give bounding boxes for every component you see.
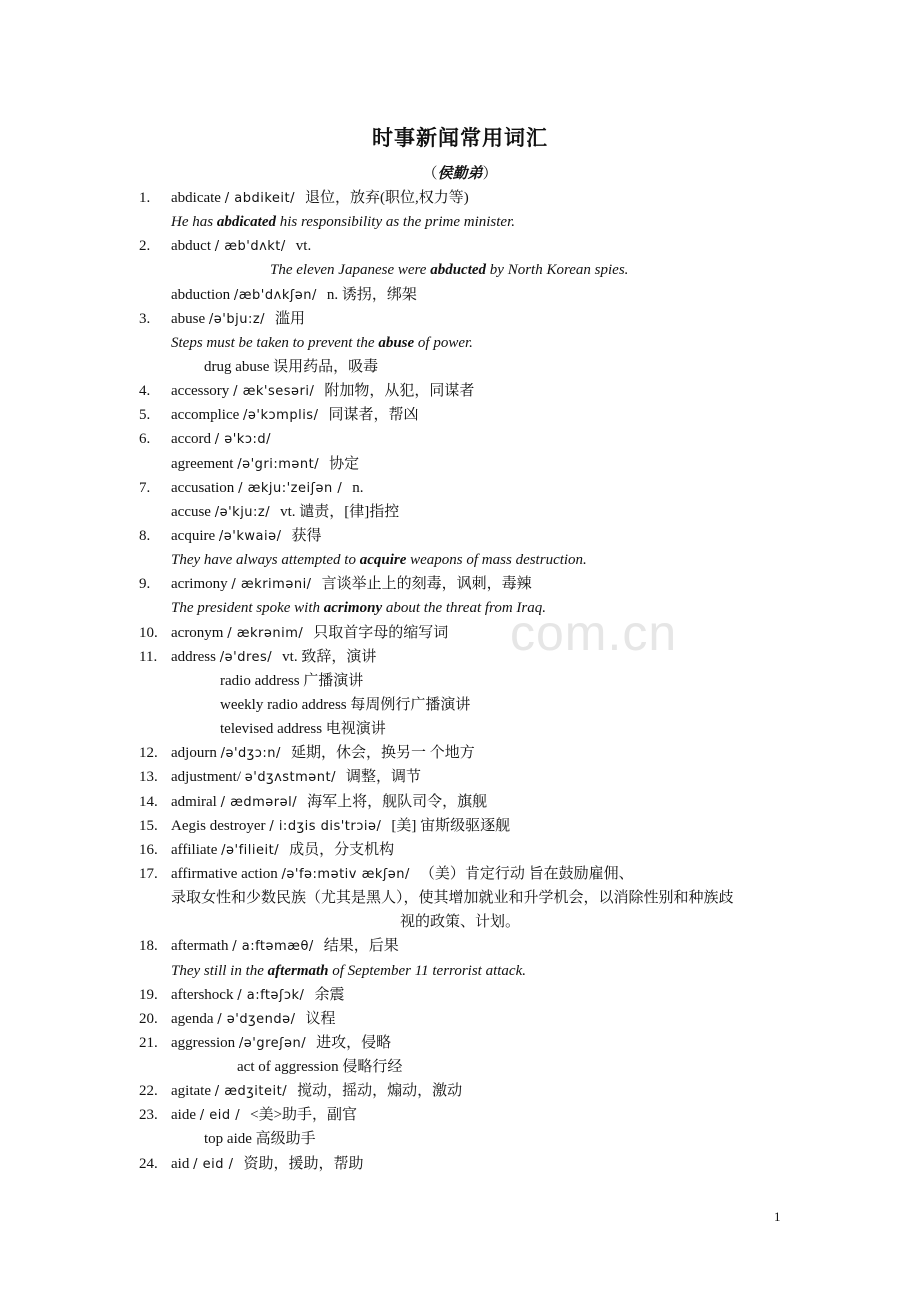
entry-phonetic: /ə'kwaiə/ xyxy=(218,528,282,544)
entry-word: abdicate xyxy=(171,190,221,206)
entry-word: accord xyxy=(171,431,211,448)
entry-gloss: 只取首字母的缩写词 xyxy=(313,624,449,641)
list-item xyxy=(0,934,920,958)
entry-number: 1. xyxy=(139,190,151,206)
entry-text xyxy=(171,452,359,477)
list-item xyxy=(0,1127,920,1151)
entry-word: adjustment/ xyxy=(171,769,241,786)
entry-word: aide xyxy=(171,1107,196,1124)
list-item xyxy=(0,234,920,258)
example-before: He has xyxy=(171,214,217,231)
entry-number: 12. xyxy=(139,745,158,762)
entry-gloss: vt. xyxy=(295,238,312,255)
list-item xyxy=(0,959,920,983)
list-item xyxy=(0,741,920,765)
entry-word: abduction xyxy=(171,286,231,303)
entry-word: abduct xyxy=(171,238,211,255)
entry-word: accusation xyxy=(171,479,235,496)
entry-text xyxy=(171,572,532,597)
entry-word: aid xyxy=(171,1155,190,1172)
list-item xyxy=(0,210,920,234)
list-item xyxy=(0,307,920,331)
entry-number: 18. xyxy=(139,938,158,955)
entry-word: acrimony xyxy=(171,576,228,593)
list-item xyxy=(0,910,920,934)
entry-phonetic: / a:ftəʃɔk/ xyxy=(237,987,305,1003)
entry-gloss: [美] 宙斯级驱逐舰 xyxy=(391,817,511,834)
entry-phonetic: /ə'fə:mətiv ækʃən/ xyxy=(281,866,410,882)
entry-gloss: 延期，休会，换另一 个地方 xyxy=(290,745,475,762)
list-item xyxy=(0,500,920,524)
entry-number: 15. xyxy=(139,817,158,834)
entry-phonetic: / eid / xyxy=(199,1108,241,1124)
entry-number: 3. xyxy=(139,310,151,327)
example-before: The eleven Japanese were xyxy=(270,262,431,279)
list-item xyxy=(0,524,920,548)
entry-gloss: n. xyxy=(352,479,364,496)
entry-text xyxy=(171,1031,391,1056)
list-item xyxy=(0,1031,920,1055)
entry-continuation: 视的政策、计划。 xyxy=(399,914,520,931)
entry-text xyxy=(171,524,321,549)
entry-text xyxy=(171,186,469,211)
entry-phonetic: /ə'greʃən/ xyxy=(238,1035,307,1051)
entry-text xyxy=(171,765,421,790)
entry-continuation: 录取女性和少数民族（尤其是黑人），使其增加就业和升学机会，以消除性别和种族歧 xyxy=(171,890,734,907)
entry-word: aggression xyxy=(171,1034,236,1051)
entry-gloss: 同谋者，帮凶 xyxy=(328,407,419,424)
entry-text xyxy=(171,1007,335,1032)
entry-text xyxy=(171,476,363,501)
example-keyword: abducted xyxy=(430,262,487,279)
list-item xyxy=(0,572,920,596)
entry-text xyxy=(171,645,376,670)
entry-text xyxy=(171,934,399,959)
entry-phonetic: / æb'dʌkt/ xyxy=(214,239,286,255)
entry-text xyxy=(171,838,394,863)
entry-phonetic: /ə'kju:z/ xyxy=(214,504,271,520)
list-item xyxy=(0,765,920,789)
entry-phonetic: / ə'dʒendə/ xyxy=(217,1011,296,1027)
list-item xyxy=(0,814,920,838)
entry-phonetic: / a:ftəmæθ/ xyxy=(232,939,314,955)
entry-word: admiral xyxy=(171,793,217,810)
list-item xyxy=(0,476,920,500)
entry-gloss: 成员，分支机构 xyxy=(289,841,395,858)
entry-text xyxy=(171,983,344,1008)
page-title: 时事新闻常用词汇 xyxy=(372,126,548,150)
example-before: They still in the xyxy=(171,962,268,979)
entry-phonetic: /ə'kɔmplis/ xyxy=(243,408,319,424)
entry-gloss: vt. 谴责，[律]指控 xyxy=(280,503,400,520)
entry-word: abuse xyxy=(171,310,206,327)
entry-number: 8. xyxy=(139,527,151,544)
entry-phonetic: / ækju:'zeiʃən / xyxy=(238,480,343,496)
entry-phonetic: / i:dʒis dis'trɔiə/ xyxy=(269,818,382,834)
example-after: weapons of mass destruction. xyxy=(406,552,587,569)
entry-phonetic: / æk'sesəri/ xyxy=(233,384,315,400)
entry-gloss: vt. 致辞，演讲 xyxy=(282,648,377,665)
entry-number: 6. xyxy=(139,431,151,448)
entry-gloss: 获得 xyxy=(291,527,322,544)
list-item xyxy=(0,983,920,1007)
list-item xyxy=(0,790,920,814)
entry-word: accomplice xyxy=(171,407,240,424)
entry-phonetic: / ækriməni/ xyxy=(231,577,312,593)
vocabulary-list xyxy=(0,186,920,1176)
entry-number: 21. xyxy=(139,1034,158,1051)
entry-gloss: 协定 xyxy=(329,455,360,472)
sub-entry: radio address 广播演讲 xyxy=(220,672,364,689)
example-before: The president spoke with xyxy=(171,600,324,617)
entry-phonetic: /ə'filieit/ xyxy=(221,842,280,858)
list-item xyxy=(0,403,920,427)
list-item xyxy=(0,838,920,862)
entry-gloss: <美>助手，副官 xyxy=(250,1107,358,1124)
list-item xyxy=(0,886,920,910)
example-after: by North Korean spies. xyxy=(486,262,629,279)
entry-word: agreement xyxy=(171,455,234,472)
entry-word: affiliate xyxy=(171,841,218,858)
list-item xyxy=(0,645,920,669)
entry-number: 10. xyxy=(139,624,158,641)
entry-word: aftermath xyxy=(171,938,229,955)
example-sentence xyxy=(171,331,473,355)
list-item xyxy=(0,379,920,403)
entry-number: 11. xyxy=(139,648,158,665)
list-item xyxy=(0,1079,920,1103)
entry-phonetic: / ædmərəl/ xyxy=(220,794,298,810)
entry-word: accuse xyxy=(171,503,211,520)
list-item xyxy=(0,596,920,620)
example-after: of September 11 terrorist attack. xyxy=(328,962,526,979)
entry-text xyxy=(171,814,510,839)
entry-number: 22. xyxy=(139,1083,158,1100)
entry-gloss: 余震 xyxy=(314,986,345,1003)
entry-word: adjourn xyxy=(171,745,217,762)
example-after: his responsibility as the prime minister. xyxy=(275,214,516,231)
author-line: （侯勤弟） xyxy=(422,166,498,182)
entry-gloss: 进攻，侵略 xyxy=(316,1034,392,1051)
entry-phonetic: ə'dʒʌstmənt/ xyxy=(244,770,337,786)
list-item xyxy=(0,452,920,476)
entry-text xyxy=(171,1103,357,1128)
entry-word: agenda xyxy=(171,1010,214,1027)
example-before: They have always attempted to xyxy=(171,552,360,569)
entry-number: 20. xyxy=(139,1010,158,1027)
list-item xyxy=(0,862,920,886)
example-sentence xyxy=(171,210,515,234)
page-number: 1 xyxy=(774,1209,781,1224)
entry-phonetic: / ə'kɔ:d/ xyxy=(214,432,271,448)
example-keyword: abuse xyxy=(378,334,415,351)
example-before: Steps must be taken to prevent the xyxy=(171,334,379,351)
entry-text xyxy=(171,1152,363,1177)
watermark: com.cn xyxy=(510,605,678,661)
entry-number: 13. xyxy=(139,769,158,786)
list-item xyxy=(0,717,920,741)
entry-phonetic: / ædʒiteit/ xyxy=(214,1084,288,1100)
entry-text xyxy=(171,741,475,766)
entry-number: 19. xyxy=(139,986,158,1003)
entry-text xyxy=(171,403,418,428)
example-keyword: aftermath xyxy=(267,962,329,979)
entry-number: 5. xyxy=(139,407,151,424)
entry-text xyxy=(171,790,487,815)
entry-gloss: 海军上将，舰队司令，旗舰 xyxy=(307,793,488,810)
entry-word: accessory xyxy=(171,383,230,400)
list-item xyxy=(0,258,920,282)
entry-phonetic: /ə'dʒɔ:n/ xyxy=(220,746,281,762)
entry-gloss: 附加物，从犯，同谋者 xyxy=(324,383,475,400)
entry-word: Aegis destroyer xyxy=(171,817,266,834)
entry-gloss: 结果，后果 xyxy=(323,938,399,955)
list-item xyxy=(0,548,920,572)
entry-text xyxy=(171,621,448,646)
list-item xyxy=(0,1103,920,1127)
entry-number: 2. xyxy=(139,238,151,255)
entry-text xyxy=(171,307,305,332)
entry-phonetic: /æb'dʌkʃən/ xyxy=(233,287,317,303)
entry-phonetic: /ə'gri:mənt/ xyxy=(237,456,320,472)
entry-phonetic: / eid / xyxy=(193,1156,234,1172)
list-item xyxy=(0,621,920,645)
entry-text xyxy=(171,500,399,525)
entry-number: 16. xyxy=(139,841,158,858)
example-after: about the threat from Iraq. xyxy=(382,600,546,617)
entry-phonetic: / abdikeit/ xyxy=(224,191,295,206)
example-sentence xyxy=(171,596,546,620)
entry-word: acronym xyxy=(171,624,224,641)
entry-gloss: （美）肯定行动 旨在鼓励雇佣、 xyxy=(419,865,634,882)
example-sentence xyxy=(171,959,526,983)
sub-entry: top aide 高级助手 xyxy=(204,1131,316,1148)
list-item xyxy=(0,693,920,717)
example-after: of power. xyxy=(414,334,473,351)
entry-text xyxy=(171,379,474,404)
list-item xyxy=(0,1007,920,1031)
entry-number: 9. xyxy=(139,576,151,593)
entry-word: affirmative action xyxy=(171,865,278,882)
entry-number: 24. xyxy=(139,1155,158,1172)
entry-word: address xyxy=(171,648,216,665)
sub-entry: act of aggression 侵略行经 xyxy=(237,1059,403,1076)
entry-text xyxy=(171,1079,462,1104)
entry-number: 23. xyxy=(139,1107,158,1124)
example-keyword: abdicated xyxy=(216,214,276,231)
entry-phonetic: /ə'bju:z/ xyxy=(208,311,266,327)
entry-text xyxy=(171,862,634,887)
entry-gloss: 搅动，摇动，煽动，激动 xyxy=(297,1083,463,1100)
entry-number: 14. xyxy=(139,793,158,810)
entry-gloss: n. 诱拐，绑架 xyxy=(326,286,417,303)
sub-entry: televised address 电视演讲 xyxy=(220,721,386,738)
list-item xyxy=(0,669,920,693)
example-sentence xyxy=(270,258,628,282)
entry-text xyxy=(171,234,311,259)
list-item xyxy=(0,283,920,307)
author-name: 侯勤弟 xyxy=(437,166,483,182)
sub-entry: drug abuse 误用药品，吸毒 xyxy=(204,358,379,375)
list-item xyxy=(0,1152,920,1176)
list-item xyxy=(0,1055,920,1079)
entry-number: 4. xyxy=(139,383,151,400)
entry-gloss: 调整，调节 xyxy=(346,769,422,786)
entry-gloss: 议程 xyxy=(305,1010,336,1027)
entry-text xyxy=(171,427,281,452)
entry-gloss: 言谈举止上的刻毒，讽刺，毒辣 xyxy=(321,576,532,593)
entry-phonetic: / ækrənim/ xyxy=(227,625,304,641)
example-keyword: acquire xyxy=(359,552,407,569)
entry-word: agitate xyxy=(171,1083,211,1100)
list-item xyxy=(0,427,920,451)
sub-entry: weekly radio address 每周例行广播演讲 xyxy=(220,696,471,713)
entry-text xyxy=(171,283,417,308)
entry-phonetic: /ə'dres/ xyxy=(219,649,273,665)
list-item xyxy=(0,355,920,379)
list-item xyxy=(0,331,920,355)
list-item xyxy=(0,186,920,210)
example-sentence xyxy=(171,548,587,572)
entry-word: acquire xyxy=(171,527,216,544)
entry-gloss: 资助，援助，帮助 xyxy=(243,1155,364,1172)
entry-number: 7. xyxy=(139,479,151,496)
example-keyword: acrimony xyxy=(323,600,383,617)
entry-gloss: 滥用 xyxy=(275,310,306,327)
entry-gloss: 退位，放弃(职位,权力等) xyxy=(304,190,469,206)
entry-number: 17. xyxy=(139,865,158,882)
entry-word: aftershock xyxy=(171,986,234,1003)
